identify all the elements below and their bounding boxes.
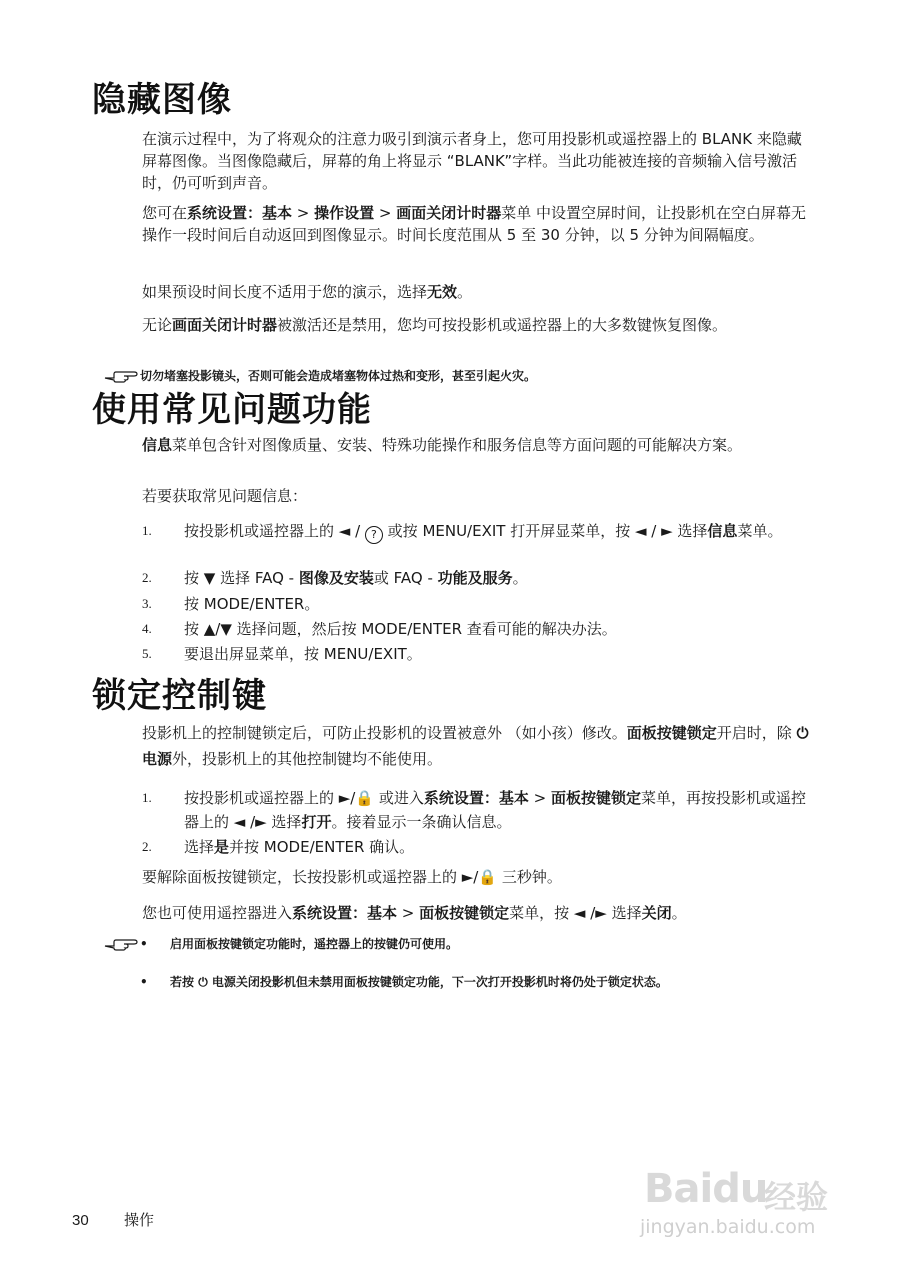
section-name: 操作 [124,1212,155,1229]
list-item: 1. 按投影机或遥控器上的 ►/🔒 或进入系统设置：基本 > 面板按键锁定菜单，再按投影机或遥控器上的 ◄ /► 选择打开。接着显示一条确认信息。 [142,789,806,831]
page-number: 30 [72,1212,89,1229]
list-item: 1. 按投影机或遥控器上的 ◄ / ? 或按 MENU/EXIT 打开屏显菜单，按 ◄ / ► 选择信息菜单。 [142,520,812,564]
lock-icon: 🔒 [355,789,375,807]
paragraph: 您可在系统设置：基本 > 操作设置 > 画面关闭计时器菜单 中设置空屏时间，让投影机在空白屏幕无操作一段时间后自动返回到图像显示。时间长度范围从 5 至 30 分钟，以 5 分钟为间隔幅度。 [142,204,807,244]
paragraph: 投影机上的控制键锁定后，可防止投影机的设置被意外 （如小孩）修改。面板按键锁定开启时，除 ⏻电源外，投影机上的其他控制键均不能使用。 [142,724,809,768]
lock-icon: 🔒 [478,868,498,886]
list-item: 3. 按 MODE/ENTER。 [142,595,320,613]
paragraph: 若要获取常见问题信息： [142,487,308,505]
manual-page: 隐藏图像 在演示过程中，为了将观众的注意力吸引到演示者身上，您可用投影机或遥控器上的 BLANK 来隐藏屏幕图像。当图像隐藏后，屏幕的角上将显示 “BLANK”字样。当此功能被连接的音频输入信号激活时，仍可听到声音。 您可在系统设置：基本 > 操作设置 > 画面关闭计时器菜单 中设置空屏时间，让投影机在空白屏幕无操作一段时间后自动返回到图像显示。时间长度范围从 5 至 30 分钟，以 5 分钟为间隔幅度。 如果预设时间长度不适用于您的演示，选择无效。 无论画面关闭计时器被激活还是禁用，您均可按投影机或遥控器上的大多数键恢复图像。 切勿堵塞投影镜头，否则可能会造成堵塞物体过热和变形，甚至引起火灾。 使用常见问题功能 信息菜单包含针对图像质量、安装、特殊功能操作和服务信息等方面问题的可能解决方案。 若要获取常见问题信息： 1. 按投影机或遥控器上的 ◄ / ? 或按 MENU/EXIT 打开屏显菜单，按 ◄ / ► 选择信息菜单。 2. 按 ▼ 选择 FAQ - 图像及安装或 FAQ - 功能及服务。 3. 按 MODE/ENTER。 4. 按 ▲/▼ 选择问题，然后按 MODE/ENTER 查看可能的解决办法。 5. 要退出屏显菜单，按 MENU/EXIT。 锁定控制键 投影机上的控制键锁定后，可防止投影机的设置被意外 （如小孩）修改。面板按键锁定开启时，除 ⏻电源外，投影机上的其他控制键均不能使用。 1. 按投影机或遥控器上的 ►/🔒 或进入系统设置：基本 > 面板按键锁定菜单，再按投影机或遥控器上的 ◄ /► 选择打开。接着显示一条确认信息。 2. 选择是并按 MODE/ENTER 确认。 要解除面板按键锁定，长按投影机或遥控器上的 ►/🔒 三秒钟。 您也可使用遥控器进入系统设置：基本 > 面板按键锁定菜单，按 ◄ /► 选择关闭。 • 启用面板按键锁定功能时，遥控器上的按键仍可使用。 • 若按 ⏻ 电源关闭投影机但未禁用面板按键锁定功能，下一次打开投影机时将仍处于锁定状态。 Baidu 经验 jingyan.baidu.com 30 操作 [0,0,903,1280]
power-icon: ⏻ [198,975,208,989]
pointing-hand-icon [104,936,138,952]
paragraph: 在演示过程中，为了将观众的注意力吸引到演示者身上，您可用投影机或遥控器上的 BLANK 来隐藏屏幕图像。当图像隐藏后，屏幕的角上将显示 “BLANK”字样。当此功能被连接的音频输入信号激活时，仍可听到声音。 [142,130,802,192]
section-title-lock-keys: 锁定控制键 [92,676,267,716]
help-icon: ? [365,526,383,544]
list-item: 5. 要退出屏显菜单，按 MENU/EXIT。 [142,645,422,663]
list-item: 2. 按 ▼ 选择 FAQ - 图像及安装或 FAQ - 功能及服务。 [142,569,528,587]
paragraph: 无论画面关闭计时器被激活还是禁用，您均可按投影机或遥控器上的大多数键恢复图像。 [142,316,728,334]
section-title-faq: 使用常见问题功能 [92,390,372,430]
section-title-hide-image: 隐藏图像 [92,80,232,120]
list-item: 4. 按 ▲/▼ 选择问题，然后按 MODE/ENTER 查看可能的解决办法。 [142,620,617,638]
paragraph: 要解除面板按键锁定，长按投影机或遥控器上的 ►/🔒 三秒钟。 [142,868,562,886]
pointing-hand-icon [104,368,138,384]
list-item: 2. 选择是并按 MODE/ENTER 确认。 [142,838,415,856]
power-icon: ⏻ [796,724,809,742]
paragraph: 您也可使用遥控器进入系统设置：基本 > 面板按键锁定菜单，按 ◄ /► 选择关闭。 [142,904,687,922]
note-item: • 若按 ⏻ 电源关闭投影机但未禁用面板按键锁定功能，下一次打开投影机时将仍处于锁定状态。 [140,975,668,989]
paragraph: 信息菜单包含针对图像质量、安装、特殊功能操作和服务信息等方面问题的可能解决方案。 [142,436,743,454]
baidu-watermark: Baidu 经验 jingyan.baidu.com [640,1166,829,1238]
warning-note: 切勿堵塞投影镜头，否则可能会造成堵塞物体过热和变形，甚至引起火灾。 [140,369,537,383]
paragraph: 如果预设时间长度不适用于您的演示，选择无效。 [142,283,473,301]
